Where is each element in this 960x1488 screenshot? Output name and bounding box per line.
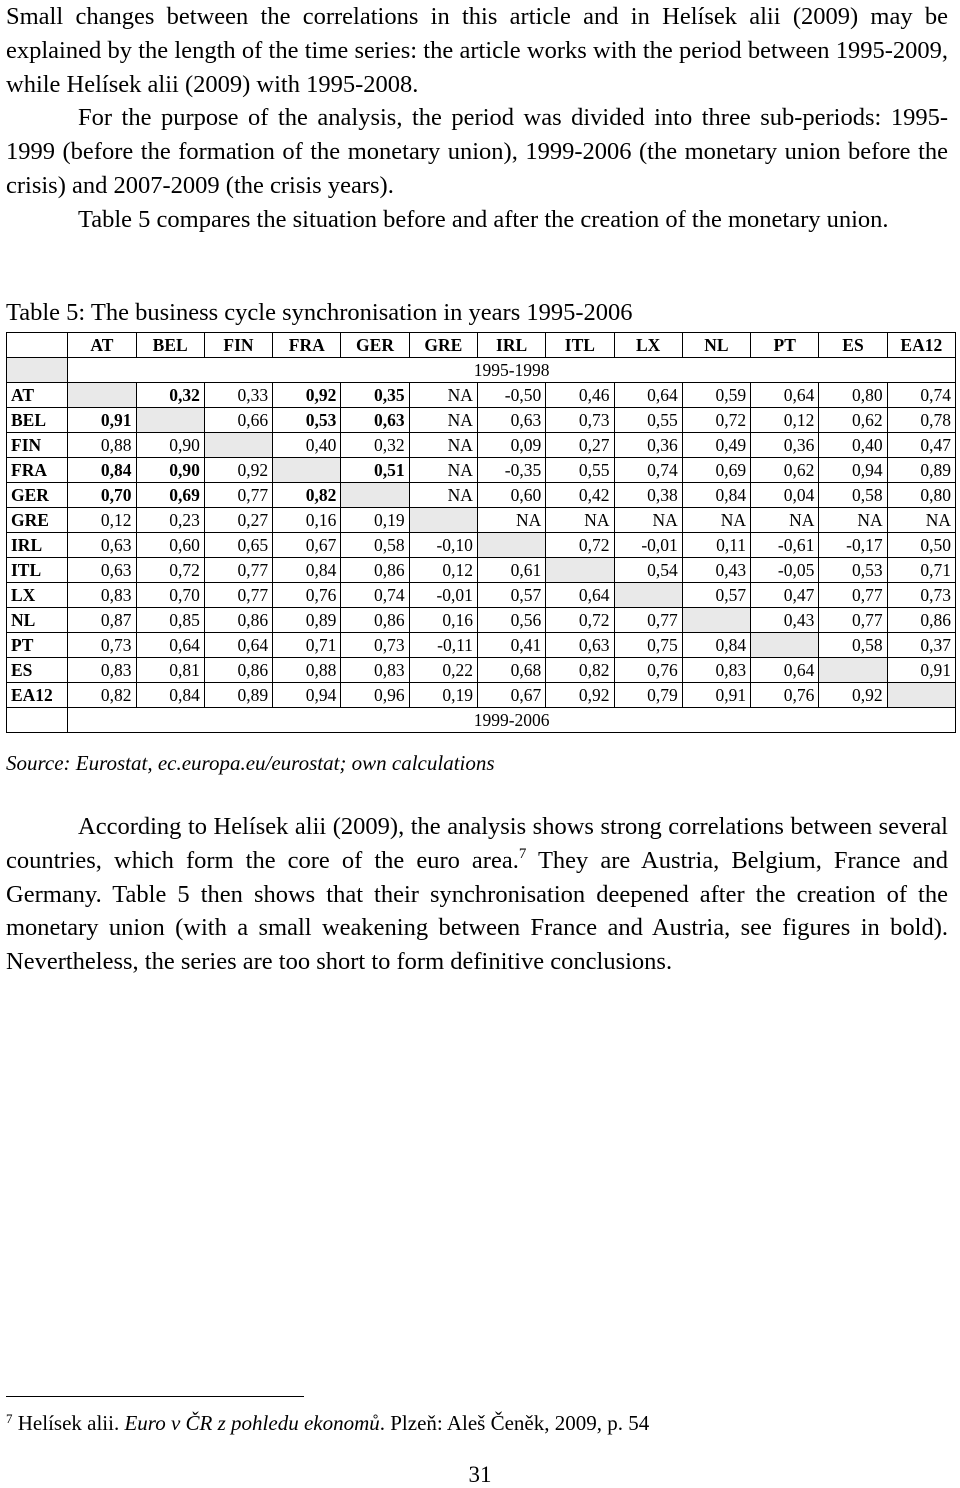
- footnote-number: 7: [6, 1411, 13, 1426]
- correlation-cell: 0,11: [682, 533, 750, 558]
- correlation-cell: 0,78: [887, 408, 955, 433]
- correlation-cell: 0,72: [136, 558, 204, 583]
- correlation-cell: 0,92: [273, 383, 341, 408]
- correlation-cell: 0,58: [819, 483, 887, 508]
- col-header: NL: [682, 333, 750, 358]
- footnote-separator: [6, 1396, 304, 1397]
- correlation-cell: 0,41: [477, 633, 545, 658]
- correlation-cell: -0,10: [409, 533, 477, 558]
- correlation-cell: 0,77: [819, 608, 887, 633]
- correlation-cell: 0,89: [273, 608, 341, 633]
- table-row: [7, 633, 956, 658]
- correlation-cell: -0,35: [477, 458, 545, 483]
- diagonal-cell: [68, 383, 136, 408]
- correlation-cell: 0,91: [887, 658, 955, 683]
- correlation-cell: 0,37: [887, 633, 955, 658]
- correlation-cell: 0,86: [341, 558, 409, 583]
- correlation-cell: 0,38: [614, 483, 682, 508]
- correlation-cell: 0,49: [682, 433, 750, 458]
- correlation-cell: NA: [887, 508, 955, 533]
- correlation-cell: 0,86: [204, 658, 272, 683]
- table-row: [7, 583, 956, 608]
- correlation-cell: 0,96: [341, 683, 409, 708]
- correlation-cell: 0,12: [409, 558, 477, 583]
- correlation-cell: 0,77: [614, 608, 682, 633]
- correlation-cell: 0,19: [409, 683, 477, 708]
- correlation-cell: 0,27: [204, 508, 272, 533]
- row-label: GER: [7, 483, 68, 508]
- correlation-cell: 0,91: [682, 683, 750, 708]
- diagonal-cell: [751, 633, 819, 658]
- correlation-cell: 0,55: [614, 408, 682, 433]
- diagonal-cell: [273, 458, 341, 483]
- diagonal-cell: [614, 583, 682, 608]
- row-label: AT: [7, 383, 68, 408]
- table-corner-cell: [7, 333, 68, 358]
- correlation-cell: 0,47: [751, 583, 819, 608]
- correlation-cell: 0,42: [546, 483, 614, 508]
- col-header: FRA: [273, 333, 341, 358]
- correlation-cell: NA: [409, 483, 477, 508]
- correlation-cell: 0,47: [887, 433, 955, 458]
- correlation-cell: -0,01: [614, 533, 682, 558]
- correlation-cell: 0,64: [136, 633, 204, 658]
- correlation-cell: 0,64: [204, 633, 272, 658]
- correlation-cell: 0,83: [341, 658, 409, 683]
- col-header: GER: [341, 333, 409, 358]
- correlation-cell: 0,77: [819, 583, 887, 608]
- diagonal-cell: [409, 508, 477, 533]
- correlation-cell: 0,86: [887, 608, 955, 633]
- footnote-author: Helísek alii.: [12, 1411, 125, 1435]
- correlation-cell: 0,32: [341, 433, 409, 458]
- correlation-cell: NA: [614, 508, 682, 533]
- correlation-cell: 0,12: [751, 408, 819, 433]
- correlation-cell: 0,70: [136, 583, 204, 608]
- correlation-cell: 0,76: [751, 683, 819, 708]
- row-label: LX: [7, 583, 68, 608]
- correlation-cell: -0,05: [751, 558, 819, 583]
- footnote-publisher: . Plzeň: Aleš Čeněk, 2009, p. 54: [379, 1411, 650, 1435]
- correlation-cell: 0,89: [887, 458, 955, 483]
- correlation-cell: 0,57: [477, 583, 545, 608]
- correlation-cell: 0,58: [341, 533, 409, 558]
- col-header: AT: [68, 333, 136, 358]
- correlation-cell: 0,12: [68, 508, 136, 533]
- intro-sentence-2: For the purpose of the analysis, the period was divided into three sub-periods: 1995-1999 (before the formation of the monetary union), 1999-2006 (the monetary union before the crisis) and 2007-2009 (the crisis years).: [6, 104, 948, 199]
- correlation-cell: 0,71: [273, 633, 341, 658]
- correlation-cell: 0,63: [477, 408, 545, 433]
- correlation-cell: 0,62: [751, 458, 819, 483]
- correlation-cell: 0,84: [136, 683, 204, 708]
- correlation-cell: 0,36: [614, 433, 682, 458]
- correlation-cell: 0,53: [819, 558, 887, 583]
- correlation-cell: 0,86: [341, 608, 409, 633]
- table-row: [7, 608, 956, 633]
- row-label: FIN: [7, 433, 68, 458]
- correlation-cell: 0,72: [682, 408, 750, 433]
- correlation-cell: 0,63: [68, 558, 136, 583]
- correlation-cell: 0,92: [204, 458, 272, 483]
- table-source: Source: Eurostat, ec.europa.eu/eurostat; own calculations: [6, 751, 495, 775]
- correlation-cell: 0,88: [68, 433, 136, 458]
- discussion-text-before-ref: According to Helísek alii (2009), the analysis shows strong correlations between several countries, which form the core of the euro area.: [6, 813, 948, 874]
- correlation-cell: 0,32: [136, 383, 204, 408]
- correlation-cell: 0,73: [68, 633, 136, 658]
- correlation-cell: 0,80: [887, 483, 955, 508]
- correlation-cell: 0,70: [68, 483, 136, 508]
- correlation-cell: 0,64: [614, 383, 682, 408]
- row-label: ES: [7, 658, 68, 683]
- correlation-cell: 0,94: [273, 683, 341, 708]
- correlation-cell: 0,76: [614, 658, 682, 683]
- diagonal-cell: [477, 533, 545, 558]
- table-row: [7, 558, 956, 583]
- correlation-cell: 0,92: [546, 683, 614, 708]
- table-row: [7, 683, 956, 708]
- footnote-title: Euro v ČR z pohledu ekonomů: [124, 1411, 380, 1435]
- correlation-cell: 0,51: [341, 458, 409, 483]
- col-header: GRE: [409, 333, 477, 358]
- table-row: [7, 383, 956, 408]
- diagonal-cell: [204, 433, 272, 458]
- correlation-cell: NA: [409, 433, 477, 458]
- correlation-cell: -0,17: [819, 533, 887, 558]
- row-label: BEL: [7, 408, 68, 433]
- correlation-cell: 0,73: [887, 583, 955, 608]
- correlation-cell: 0,85: [136, 608, 204, 633]
- correlation-cell: -0,50: [477, 383, 545, 408]
- correlation-cell: 0,22: [409, 658, 477, 683]
- col-header: IRL: [477, 333, 545, 358]
- correlation-cell: 0,58: [819, 633, 887, 658]
- table-caption: Table 5: The business cycle synchronisation in years 1995-2006: [6, 299, 633, 326]
- col-header: ES: [819, 333, 887, 358]
- table-header-row: [7, 333, 956, 358]
- col-header: BEL: [136, 333, 204, 358]
- correlation-cell: 0,94: [819, 458, 887, 483]
- correlation-cell: NA: [751, 508, 819, 533]
- correlation-cell: 0,67: [477, 683, 545, 708]
- correlation-cell: 0,09: [477, 433, 545, 458]
- correlation-cell: 0,76: [273, 583, 341, 608]
- correlation-cell: 0,84: [68, 458, 136, 483]
- col-header: EA12: [887, 333, 955, 358]
- col-header: ITL: [546, 333, 614, 358]
- correlation-cell: 0,35: [341, 383, 409, 408]
- correlation-cell: 0,64: [751, 658, 819, 683]
- correlation-cell: 0,82: [68, 683, 136, 708]
- period-row-bottom: [7, 708, 956, 733]
- table-row: [7, 408, 956, 433]
- correlation-cell: NA: [477, 508, 545, 533]
- correlation-cell: 0,73: [546, 408, 614, 433]
- diagonal-cell: [887, 683, 955, 708]
- row-label: GRE: [7, 508, 68, 533]
- correlation-cell: 0,67: [273, 533, 341, 558]
- correlation-cell: 0,33: [204, 383, 272, 408]
- correlation-cell: 0,87: [68, 608, 136, 633]
- diagonal-cell: [136, 408, 204, 433]
- correlation-cell: 0,72: [546, 533, 614, 558]
- correlation-cell: 0,80: [819, 383, 887, 408]
- correlation-cell: 0,69: [682, 458, 750, 483]
- correlation-cell: 0,69: [136, 483, 204, 508]
- correlation-cell: 0,90: [136, 458, 204, 483]
- correlation-cell: 0,88: [273, 658, 341, 683]
- correlation-cell: 0,63: [68, 533, 136, 558]
- correlation-cell: 0,75: [614, 633, 682, 658]
- correlation-cell: 0,66: [204, 408, 272, 433]
- discussion-text-after-ref: They are Austria, Belgium, France and Germany. Table 5 then shows that their synchronisation deepened after the creation of the monetary union (with a small weakening between France and Austria, see figures in bold). Nevertheless, the series are too short to form definitive conclusions.: [6, 846, 948, 976]
- table-row: [7, 508, 956, 533]
- correlation-table: [6, 332, 956, 733]
- correlation-cell: 0,16: [273, 508, 341, 533]
- correlation-cell: 0,77: [204, 483, 272, 508]
- correlation-cell: 0,74: [341, 583, 409, 608]
- correlation-cell: 0,53: [273, 408, 341, 433]
- correlation-cell: NA: [682, 508, 750, 533]
- correlation-cell: 0,57: [682, 583, 750, 608]
- correlation-cell: 0,77: [204, 583, 272, 608]
- col-header: LX: [614, 333, 682, 358]
- correlation-cell: 0,84: [682, 633, 750, 658]
- footnote-reference: 7: [518, 845, 527, 862]
- correlation-cell: 0,82: [273, 483, 341, 508]
- table-row: [7, 483, 956, 508]
- correlation-cell: 0,50: [887, 533, 955, 558]
- correlation-cell: 0,40: [819, 433, 887, 458]
- intro-sentence-1: Small changes between the correlations in this article and in Helísek alii (2009) may be explained by the length of the time series: the article works with the period between 1995-2009, while Helísek alii (2009) with 1995-2008.: [6, 3, 948, 98]
- correlation-cell: 0,81: [136, 658, 204, 683]
- correlation-cell: 0,46: [546, 383, 614, 408]
- diagonal-cell: [819, 658, 887, 683]
- correlation-cell: 0,59: [682, 383, 750, 408]
- correlation-cell: -0,61: [751, 533, 819, 558]
- correlation-cell: NA: [409, 458, 477, 483]
- correlation-cell: 0,60: [136, 533, 204, 558]
- correlation-cell: 0,84: [682, 483, 750, 508]
- correlation-cell: 0,84: [273, 558, 341, 583]
- correlation-cell: 0,56: [477, 608, 545, 633]
- correlation-cell: 0,83: [68, 583, 136, 608]
- correlation-cell: 0,91: [68, 408, 136, 433]
- correlation-cell: 0,63: [546, 633, 614, 658]
- correlation-cell: 0,82: [546, 658, 614, 683]
- period-label-bottom: 1999-2006: [68, 708, 956, 733]
- correlation-cell: 0,68: [477, 658, 545, 683]
- correlation-cell: 0,71: [887, 558, 955, 583]
- diagonal-cell: [341, 483, 409, 508]
- diagonal-cell: [682, 608, 750, 633]
- correlation-cell: 0,55: [546, 458, 614, 483]
- correlation-cell: 0,65: [204, 533, 272, 558]
- row-label: FRA: [7, 458, 68, 483]
- correlation-cell: 0,54: [614, 558, 682, 583]
- table-row: [7, 533, 956, 558]
- correlation-cell: 0,89: [204, 683, 272, 708]
- correlation-cell: 0,23: [136, 508, 204, 533]
- correlation-cell: 0,43: [682, 558, 750, 583]
- correlation-cell: 0,43: [751, 608, 819, 633]
- row-label: IRL: [7, 533, 68, 558]
- period-label-top: 1995-1998: [68, 358, 956, 383]
- diagonal-cell: [546, 558, 614, 583]
- correlation-cell: 0,04: [751, 483, 819, 508]
- correlation-cell: 0,16: [409, 608, 477, 633]
- correlation-cell: 0,83: [68, 658, 136, 683]
- correlation-cell: 0,40: [273, 433, 341, 458]
- period-row-top: [7, 358, 956, 383]
- row-label: NL: [7, 608, 68, 633]
- table-row: [7, 458, 956, 483]
- correlation-cell: 0,74: [887, 383, 955, 408]
- period-blank-cell: [7, 708, 68, 733]
- intro-sentence-3: Table 5 compares the situation before and after the creation of the monetary union.: [78, 205, 889, 233]
- correlation-cell: 0,73: [341, 633, 409, 658]
- row-label: EA12: [7, 683, 68, 708]
- correlation-cell: 0,64: [751, 383, 819, 408]
- correlation-cell: NA: [819, 508, 887, 533]
- col-header: FIN: [204, 333, 272, 358]
- correlation-cell: 0,92: [819, 683, 887, 708]
- correlation-cell: -0,11: [409, 633, 477, 658]
- page-number: 31: [468, 1462, 492, 1487]
- discussion-paragraph: [6, 810, 948, 979]
- correlation-cell: NA: [409, 408, 477, 433]
- correlation-cell: 0,86: [204, 608, 272, 633]
- correlation-cell: 0,72: [546, 608, 614, 633]
- correlation-cell: 0,36: [751, 433, 819, 458]
- table-row: [7, 433, 956, 458]
- correlation-cell: 0,61: [477, 558, 545, 583]
- correlation-cell: 0,27: [546, 433, 614, 458]
- footnote: [6, 1408, 649, 1438]
- correlation-cell: 0,62: [819, 408, 887, 433]
- row-label: PT: [7, 633, 68, 658]
- correlation-cell: NA: [546, 508, 614, 533]
- correlation-cell: 0,79: [614, 683, 682, 708]
- correlation-cell: -0,01: [409, 583, 477, 608]
- correlation-cell: 0,63: [341, 408, 409, 433]
- intro-paragraph: [6, 0, 948, 237]
- table-row: [7, 658, 956, 683]
- period-corner-cell: [7, 358, 68, 383]
- correlation-cell: 0,60: [477, 483, 545, 508]
- correlation-cell: 0,90: [136, 433, 204, 458]
- row-label: ITL: [7, 558, 68, 583]
- col-header: PT: [751, 333, 819, 358]
- correlation-cell: 0,64: [546, 583, 614, 608]
- correlation-cell: 0,74: [614, 458, 682, 483]
- correlation-cell: 0,83: [682, 658, 750, 683]
- correlation-cell: 0,19: [341, 508, 409, 533]
- correlation-cell: 0,77: [204, 558, 272, 583]
- correlation-cell: NA: [409, 383, 477, 408]
